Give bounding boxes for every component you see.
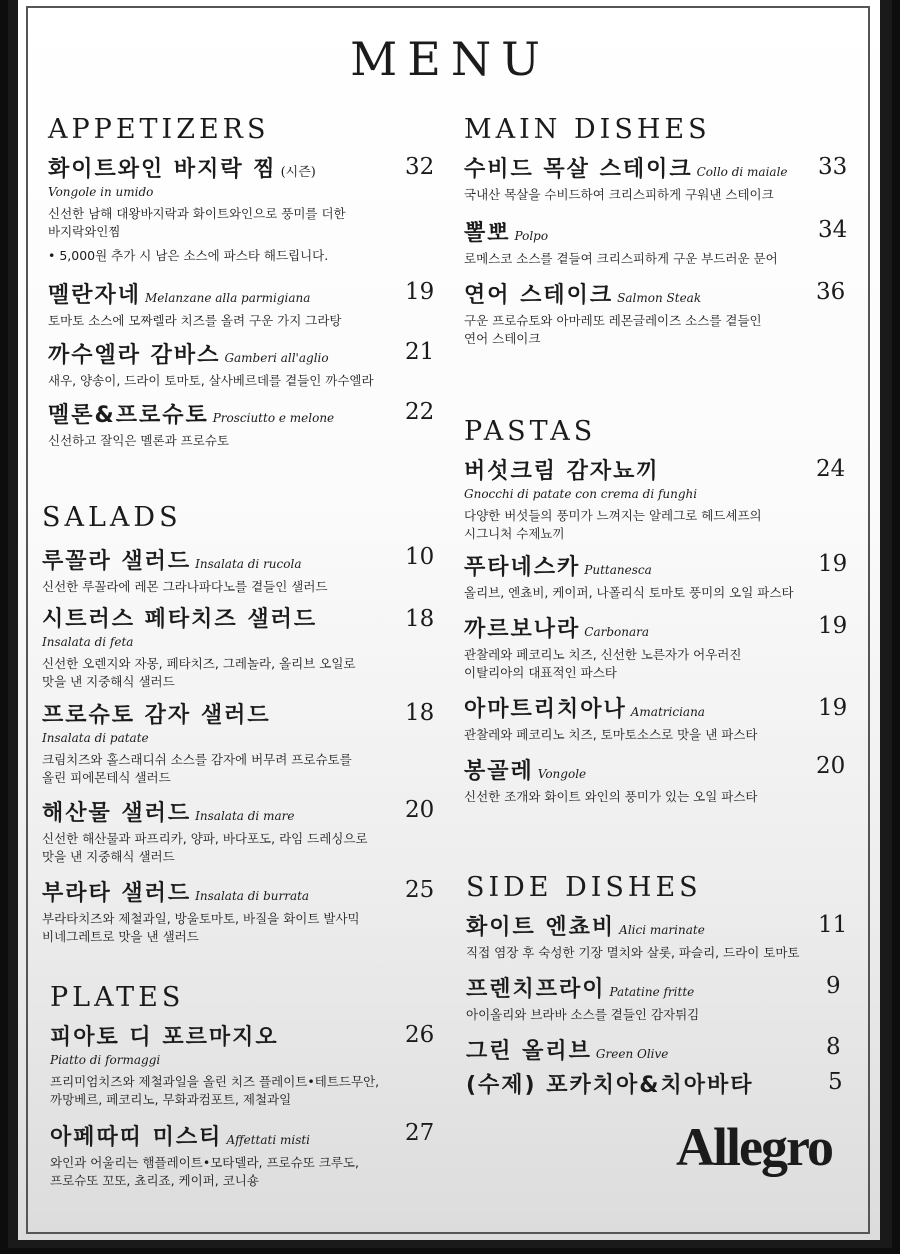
item-desc: 직접 염장 후 숙성한 기장 멸치와 살롯, 파슬리, 드라이 토마토: [466, 945, 800, 960]
menu-item: [464, 454, 824, 543]
item-desc: 까망베르, 페코리노, 무화과컴포트, 제철과일: [50, 1092, 292, 1107]
item-desc: 국내산 목살을 수비드하여 크리스피하게 구워낸 스테이크: [464, 187, 774, 202]
item-latin: Insalata di feta: [42, 635, 134, 649]
item-desc: 연어 스테이크: [464, 331, 541, 346]
item-latin: Gnocchi di patate con crema di funghi: [464, 487, 698, 501]
item-latin: Carbonara: [584, 625, 650, 639]
item-latin: Collo di maiale: [696, 165, 788, 179]
item-price: 8: [826, 1034, 841, 1060]
item-desc: 시그니처 수제뇨끼: [464, 526, 565, 541]
item-desc: 아이올리와 브라바 소스를 곁들인 감자튀김: [466, 1007, 700, 1022]
allegro-logo: Allegro: [676, 1117, 832, 1177]
item-name: 연어 스테이크: [464, 283, 614, 308]
menu-item: [48, 152, 438, 265]
item-latin: Patatine fritte: [609, 985, 695, 999]
item-price: 20: [405, 797, 435, 823]
item-price: 26: [405, 1022, 435, 1048]
item-desc: 바지락와인찜: [48, 224, 121, 239]
menu-item: [464, 754, 824, 806]
section-heading-appetizers: APPETIZERS: [48, 114, 270, 145]
item-name: 그린 올리브: [466, 1039, 592, 1064]
item-desc: 관찰레와 페코리노 치즈, 신선한 노른자가 어우러진: [464, 647, 742, 662]
menu-item: [466, 910, 826, 962]
item-price: 18: [405, 606, 435, 632]
item-latin: Alici marinate: [619, 923, 705, 937]
item-price: 19: [818, 695, 848, 721]
item-desc: 비네그레트로 맛을 낸 샐러드: [42, 929, 199, 944]
menu-item: [42, 544, 442, 596]
item-desc: 신선한 오렌지와 자몽, 페타치즈, 그레놀라, 올리브 오일로: [42, 656, 356, 671]
item-price: 11: [818, 912, 848, 938]
menu-title: MENU: [350, 32, 550, 86]
item-name: 까수엘라 감바스: [48, 343, 221, 368]
item-latin: Affettati misti: [226, 1133, 311, 1147]
item-price: 34: [818, 217, 848, 243]
menu-item: [42, 698, 442, 787]
menu-item: [48, 398, 438, 450]
item-desc: 토마토 소스에 모짜렐라 치즈를 올려 구운 가지 그라탕: [48, 313, 342, 328]
item-name: 버섯크림 감자뇨끼: [464, 459, 660, 484]
item-latin: Insalata di mare: [195, 809, 295, 823]
item-latin: Puttanesca: [584, 563, 652, 577]
item-latin: Green Olive: [595, 1047, 669, 1061]
item-price: 25: [405, 877, 435, 903]
item-latin: Insalata di patate: [42, 731, 149, 745]
item-name: 시트러스 페타치즈 샐러드: [42, 607, 318, 632]
item-latin: Vongole: [537, 767, 587, 781]
menu-item: [464, 278, 824, 348]
menu-item: [464, 550, 824, 602]
item-price: 32: [405, 154, 435, 180]
item-name: 해산물 샐러드: [42, 801, 192, 826]
item-name: 화이트와인 바지락 찜: [48, 157, 277, 182]
item-desc: 신선하고 잘익은 멜론과 프로슈토: [48, 433, 229, 448]
section-heading-main-dishes: MAIN DISHES: [464, 114, 711, 145]
item-desc: 프로슈또 꼬또, 쵸리죠, 케이퍼, 코니숑: [50, 1173, 259, 1188]
item-name: 피아토 디 포르마지오: [50, 1025, 279, 1050]
item-name: 푸타네스카: [464, 555, 581, 580]
item-name: 까르보나라: [464, 617, 581, 642]
menu-item: [42, 796, 442, 866]
item-name: 프렌치프라이: [466, 977, 606, 1002]
item-price: 18: [405, 700, 435, 726]
item-price: 20: [816, 753, 846, 779]
item-latin: Prosciutto e melone: [212, 411, 335, 425]
item-name: 뽈뽀: [464, 221, 511, 246]
item-price: 33: [818, 154, 848, 180]
item-desc: 구운 프로슈토와 아마레또 레몬글레이즈 소스를 곁들인: [464, 313, 762, 328]
menu-item: [50, 1120, 440, 1190]
item-desc: 크림치즈와 홀스래디쉬 소스를 감자에 버무려 프로슈토를: [42, 752, 352, 767]
item-price: 19: [818, 551, 848, 577]
item-latin: Salmon Steak: [617, 291, 702, 305]
section-heading-pastas: PASTAS: [464, 416, 597, 447]
item-desc: 와인과 어울리는 햄플레이트•모타델라, 프로슈또 크루도,: [50, 1155, 359, 1170]
menu-item: [48, 338, 438, 390]
item-price: 5: [828, 1069, 843, 1095]
item-desc: 프리미엄치즈와 제철과일을 올린 치즈 플레이트•테트드무안,: [50, 1074, 380, 1089]
item-latin: Polpo: [514, 229, 549, 243]
item-desc: 관찰레와 페코리노 치즈, 토마토소스로 맛을 낸 파스타: [464, 727, 758, 742]
section-heading-side-dishes: SIDE DISHES: [466, 872, 702, 903]
item-name: 아마트리치아나: [464, 697, 627, 722]
item-name: (수제) 포카치아&치아바타: [466, 1073, 754, 1098]
item-latin: Gamberi all'aglio: [224, 351, 329, 365]
menu-item: [466, 1068, 826, 1099]
item-note: (시즌): [280, 165, 316, 180]
item-price: 9: [826, 973, 841, 999]
item-desc: • 5,000원 추가 시 남은 소스에 파스타 해드립니다.: [48, 248, 329, 263]
menu-item: [42, 602, 442, 691]
menu-item: [466, 972, 826, 1024]
item-desc: 올리브, 엔쵸비, 케이퍼, 나폴리식 토마토 풍미의 오일 파스타: [464, 585, 794, 600]
section-heading-plates: PLATES: [50, 982, 185, 1013]
item-desc: 이탈리아의 대표적인 파스타: [464, 665, 617, 680]
item-name: 부라타 샐러드: [42, 881, 192, 906]
item-desc: 부라타치즈와 제철과일, 방울토마토, 바질을 화이트 발사믹: [42, 911, 360, 926]
menu-item: [464, 152, 824, 204]
item-desc: 신선한 조개와 화이트 와인의 풍미가 있는 오일 파스타: [464, 789, 758, 804]
item-desc: 새우, 양송이, 드라이 토마토, 살사베르데를 곁들인 까수엘라: [48, 373, 374, 388]
item-latin: Melanzane alla parmigiana: [145, 291, 311, 305]
item-latin: Insalata di burrata: [195, 889, 310, 903]
item-desc: 로메스코 소스를 곁들여 크리스피하게 구운 부드러운 문어: [464, 251, 778, 266]
item-price: 19: [818, 613, 848, 639]
item-desc: 신선한 해산물과 파프리카, 양파, 바다포도, 라임 드레싱으로: [42, 831, 368, 846]
menu-item: [466, 1034, 826, 1065]
item-latin: Vongole in umido: [48, 185, 154, 199]
item-price: 36: [816, 279, 846, 305]
item-latin: Amatriciana: [630, 705, 705, 719]
menu-item: [48, 278, 438, 330]
menu-item: [464, 612, 824, 682]
item-latin: Piatto di formaggi: [50, 1053, 161, 1067]
item-name: 봉골레: [464, 759, 534, 784]
item-name: 루꼴라 샐러드: [42, 549, 192, 574]
item-name: 아페따띠 미스티: [50, 1125, 223, 1150]
menu-item: [464, 692, 824, 744]
item-name: 프로슈토 감자 샐러드: [42, 703, 271, 728]
item-price: 21: [405, 339, 435, 365]
item-price: 19: [405, 279, 435, 305]
item-desc: 맛을 낸 지중해식 샐러드: [42, 674, 175, 689]
menu-item: [50, 1020, 440, 1109]
item-desc: 신선한 루꼴라에 레몬 그라나파다노를 곁들인 샐러드: [42, 579, 328, 594]
item-name: 수비드 목살 스테이크: [464, 157, 693, 182]
item-desc: 맛을 낸 지중해식 샐러드: [42, 849, 175, 864]
item-price: 24: [816, 456, 846, 482]
item-desc: 신선한 남해 대왕바지락과 화이트와인으로 풍미를 더한: [48, 206, 346, 221]
section-heading-salads: SALADS: [42, 502, 182, 533]
item-price: 10: [405, 544, 435, 570]
item-price: 27: [405, 1120, 435, 1146]
item-desc: 올린 피에몬테식 샐러드: [42, 770, 171, 785]
menu-item: [42, 876, 442, 946]
item-name: 화이트 엔쵸비: [466, 915, 616, 940]
item-name: 멜론&프로슈토: [48, 403, 209, 428]
item-name: 멜란자네: [48, 283, 142, 308]
menu-item: [464, 216, 824, 268]
item-desc: 다양한 버섯들의 풍미가 느껴지는 알레그로 헤드셰프의: [464, 508, 762, 523]
item-latin: Insalata di rucola: [195, 557, 302, 571]
item-price: 22: [405, 399, 435, 425]
